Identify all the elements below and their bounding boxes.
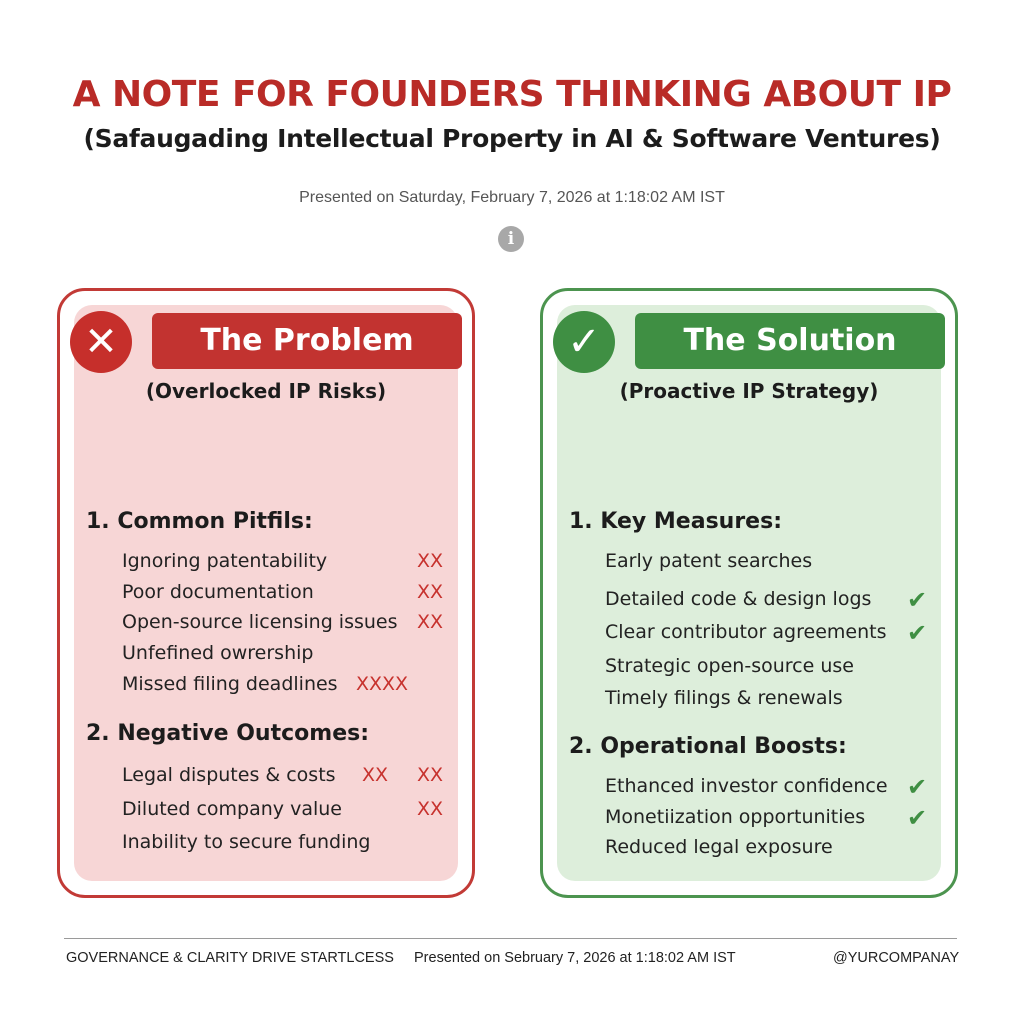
problem-subtitle: (Overlocked IP Risks) bbox=[145, 379, 387, 403]
page-title: A NOTE FOR FOUNDERS THINKING ABOUT IP bbox=[72, 74, 952, 115]
close-icon: ✕ bbox=[70, 311, 132, 373]
list-item: Strategic open-source use bbox=[605, 655, 854, 677]
presented-date: Presented on Saturday, February 7, 2026 at 1:18:02 AM IST bbox=[299, 189, 725, 206]
problem-card bbox=[57, 288, 475, 898]
x-mark: XX bbox=[417, 611, 444, 633]
list-item: Ethanced investor confidence bbox=[605, 775, 888, 797]
problem-section-1: 1. Common Pitfils: bbox=[86, 509, 313, 534]
check-mark-icon: ✔ bbox=[907, 619, 928, 647]
list-item: Legal disputes & costs bbox=[122, 764, 336, 786]
list-item: Monetiization opportunities bbox=[605, 806, 866, 828]
x-mark: XXXX bbox=[356, 673, 409, 695]
solution-section-1: 1. Key Measures: bbox=[569, 509, 782, 534]
list-item: Timely filings & renewals bbox=[605, 687, 843, 709]
x-mark: XX bbox=[417, 764, 444, 786]
solution-card bbox=[540, 288, 958, 898]
check-icon: ✓ bbox=[553, 311, 615, 373]
problem-banner: The Problem bbox=[152, 313, 462, 369]
list-item: Detailed code & design logs bbox=[605, 588, 872, 610]
list-item: Inability to secure funding bbox=[122, 831, 371, 853]
check-mark-icon: ✔ bbox=[907, 773, 928, 801]
list-item: Open-source licensing issues bbox=[122, 611, 398, 633]
list-item: Missed filing deadlines bbox=[122, 673, 338, 695]
footer-handle[interactable]: @YURCOMPANAY bbox=[833, 950, 960, 966]
x-mark: XX bbox=[417, 581, 444, 603]
list-item: Diluted company value bbox=[122, 798, 342, 820]
check-mark-icon: ✔ bbox=[907, 804, 928, 832]
footer-divider bbox=[64, 938, 957, 939]
problem-section-2: 2. Negative Outcomes: bbox=[86, 721, 370, 746]
check-mark-icon: ✔ bbox=[907, 586, 928, 614]
solution-subtitle: (Proactive IP Strategy) bbox=[619, 379, 879, 403]
x-mark: XX bbox=[417, 550, 444, 572]
footer-presented-date: Presented on Sebruary 7, 2026 at 1:18:02 AM IST bbox=[414, 950, 736, 966]
solution-banner: The Solution bbox=[635, 313, 945, 369]
list-item: Reduced legal exposure bbox=[605, 836, 833, 858]
solution-section-2: 2. Operational Boosts: bbox=[569, 734, 847, 759]
x-mark: XX bbox=[362, 764, 389, 786]
info-icon[interactable]: i bbox=[498, 226, 524, 252]
footer-tagline: GOVERNANCE & CLARITY DRIVE STARTLCESS bbox=[66, 950, 394, 966]
list-item: Clear contributor agreements bbox=[605, 621, 887, 643]
page-subtitle: (Safaugading Intellectual Property in AI & Software Ventures) bbox=[83, 124, 941, 153]
list-item: Poor documentation bbox=[122, 581, 314, 603]
list-item: Ignoring patentability bbox=[122, 550, 328, 572]
list-item: Early patent searches bbox=[605, 550, 813, 572]
list-item: Unfefined owrership bbox=[122, 642, 314, 664]
x-mark: XX bbox=[417, 798, 444, 820]
